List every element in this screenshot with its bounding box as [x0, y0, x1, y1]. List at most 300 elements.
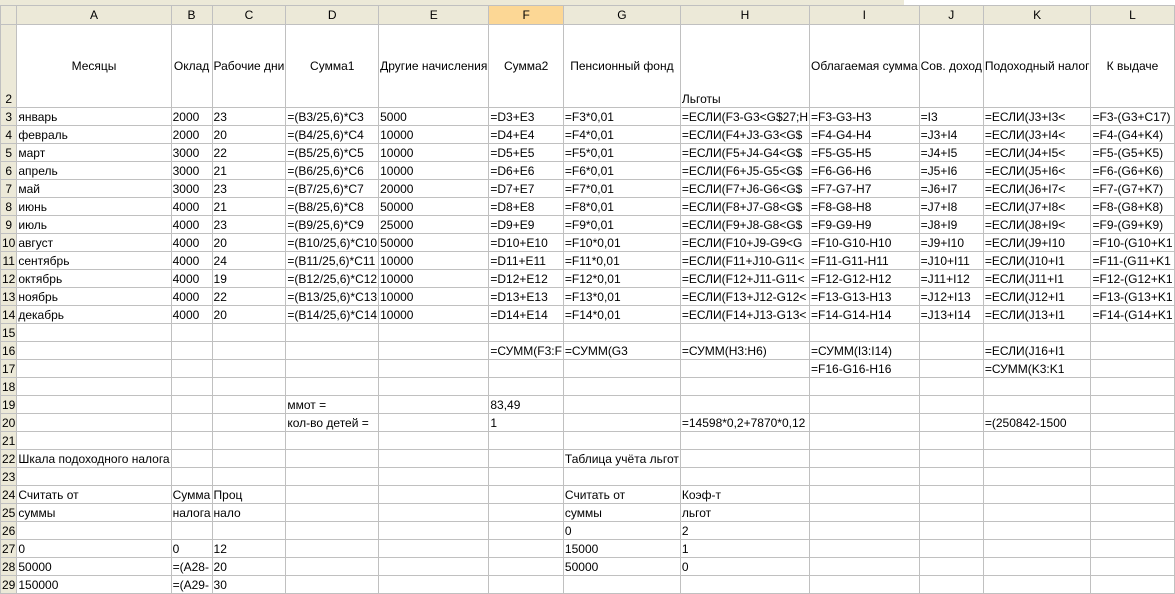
cell-a23[interactable]: [17, 468, 171, 486]
cell-j13[interactable]: =J12+I13: [919, 288, 983, 306]
cell-f5[interactable]: =D5+E5: [489, 144, 564, 162]
cell-h19[interactable]: [680, 396, 809, 414]
cell-d17[interactable]: [286, 360, 379, 378]
cell-b4[interactable]: 2000: [171, 126, 212, 144]
cell-i11[interactable]: =F11-G11-H11: [810, 252, 920, 270]
cell-e11[interactable]: 10000: [379, 252, 489, 270]
cell-i21[interactable]: [810, 432, 920, 450]
cell-h25[interactable]: льгот: [680, 504, 809, 522]
cell-k5[interactable]: =ЕСЛИ(J4+I5<: [983, 144, 1091, 162]
header-cell[interactable]: Пенсионный фонд: [563, 25, 680, 108]
cell-l14[interactable]: =F14-(G14+K1: [1092, 307, 1173, 322]
cell-e29[interactable]: [379, 576, 489, 594]
cell-j28[interactable]: [919, 558, 983, 576]
cell-b12[interactable]: 4000: [171, 270, 212, 288]
cell-f28[interactable]: [489, 558, 564, 576]
cell-a3[interactable]: январь: [17, 108, 171, 126]
cell-b25[interactable]: налога: [172, 505, 211, 520]
cell-g3[interactable]: =F3*0,01: [563, 108, 680, 126]
cell-e5[interactable]: 10000: [379, 144, 489, 162]
cell-d15[interactable]: [286, 324, 379, 342]
row-header[interactable]: 15: [1, 324, 17, 342]
cell-d23[interactable]: [286, 468, 379, 486]
cell-i12[interactable]: =F12-G12-H12: [810, 270, 920, 288]
cell-f25[interactable]: [489, 504, 564, 522]
cell-b3[interactable]: 2000: [171, 108, 212, 126]
cell-b24[interactable]: Сумма: [172, 487, 211, 502]
cell-d27[interactable]: [286, 540, 379, 558]
cell-e13[interactable]: 10000: [379, 288, 489, 306]
cell-c14[interactable]: 20: [212, 306, 286, 324]
cell-a12[interactable]: октябрь: [17, 270, 171, 288]
cell-l23[interactable]: [1091, 468, 1174, 486]
cell-f17[interactable]: [489, 360, 564, 378]
cell-a14[interactable]: декабрь: [17, 306, 171, 324]
cell-a24[interactable]: Считать от: [17, 486, 171, 504]
cell-f12[interactable]: =D12+E12: [489, 270, 564, 288]
cell-k20[interactable]: =(250842-1500: [983, 414, 1091, 432]
header-cell[interactable]: Сумма2: [489, 25, 564, 108]
cell-b10[interactable]: 4000: [171, 234, 212, 252]
cell-g19[interactable]: [563, 396, 680, 414]
cell-d16[interactable]: [286, 342, 379, 360]
column-header-d[interactable]: D: [286, 6, 379, 25]
cell-f10[interactable]: =D10+E10: [489, 234, 564, 252]
cell-b26[interactable]: [171, 522, 212, 540]
cell-d5[interactable]: =(B5/25,6)*C5: [286, 144, 379, 162]
cell-k7[interactable]: =ЕСЛИ(J6+I7<: [983, 180, 1091, 198]
column-header-g[interactable]: G: [563, 6, 680, 25]
cell-f26[interactable]: [489, 522, 564, 540]
cell-l10[interactable]: =F10-(G10+K1: [1092, 235, 1173, 250]
cell-k29[interactable]: [983, 576, 1091, 594]
cell-f13[interactable]: =D13+E13: [489, 288, 564, 306]
cell-h13[interactable]: =ЕСЛИ(F13+J12-G12<: [680, 288, 809, 306]
cell-e28[interactable]: [379, 558, 489, 576]
cell-k15[interactable]: [983, 324, 1091, 342]
cell-k25[interactable]: [983, 504, 1091, 522]
cell-a19[interactable]: [17, 396, 171, 414]
cell-e16[interactable]: [379, 342, 489, 360]
row-header[interactable]: 4: [1, 126, 17, 144]
row-header[interactable]: 25: [1, 504, 17, 522]
cell-e15[interactable]: [379, 324, 489, 342]
cell-k27[interactable]: [983, 540, 1091, 558]
cell-k19[interactable]: [983, 396, 1091, 414]
cell-h6[interactable]: =ЕСЛИ(F6+J5-G5<G$: [680, 162, 809, 180]
cell-b21[interactable]: [171, 432, 212, 450]
cell-b7[interactable]: 3000: [171, 180, 212, 198]
cell-k16[interactable]: =ЕСЛИ(J16+I1: [983, 342, 1091, 360]
cell-a4[interactable]: февраль: [17, 126, 171, 144]
cell-c19[interactable]: [212, 396, 286, 414]
cell-b15[interactable]: [171, 324, 212, 342]
cell-l19[interactable]: [1091, 396, 1174, 414]
cell-c10[interactable]: 20: [212, 234, 286, 252]
row-header[interactable]: 10: [1, 234, 17, 252]
cell-j26[interactable]: [919, 522, 983, 540]
row-header[interactable]: 6: [1, 162, 17, 180]
cell-g4[interactable]: =F4*0,01: [563, 126, 680, 144]
cell-a21[interactable]: [17, 432, 171, 450]
cell-b16[interactable]: [171, 342, 212, 360]
cell-h17[interactable]: [680, 360, 809, 378]
cell-g26[interactable]: 0: [563, 522, 680, 540]
cell-j16[interactable]: [919, 342, 983, 360]
cell-h20[interactable]: =14598*0,2+7870*0,12: [680, 414, 809, 432]
cell-j5[interactable]: =J4+I5: [919, 144, 983, 162]
cell-i15[interactable]: [810, 324, 920, 342]
cell-l5[interactable]: =F5-(G5+K5): [1091, 144, 1174, 162]
cell-l4[interactable]: =F4-(G4+K4): [1091, 126, 1174, 144]
cell-i4[interactable]: =F4-G4-H4: [810, 126, 920, 144]
cell-g29[interactable]: [563, 576, 680, 594]
cell-k6[interactable]: =ЕСЛИ(J5+I6<: [983, 162, 1091, 180]
cell-b23[interactable]: [171, 468, 212, 486]
header-cell[interactable]: К выдаче: [1091, 25, 1174, 108]
cell-l6[interactable]: =F6-(G6+K6): [1091, 162, 1174, 180]
cell-e6[interactable]: 10000: [379, 162, 489, 180]
cell-l3[interactable]: =F3-(G3+C17): [1091, 108, 1174, 126]
cell-l11[interactable]: =F11-(G11+K1: [1091, 252, 1174, 270]
header-cell[interactable]: Другие начисления: [379, 25, 489, 108]
cell-h15[interactable]: [680, 324, 809, 342]
row-header[interactable]: 19: [1, 396, 17, 414]
cell-k11[interactable]: =ЕСЛИ(J10+I1: [983, 252, 1091, 270]
cell-k23[interactable]: [983, 468, 1091, 486]
cell-j9[interactable]: =J8+I9: [919, 216, 983, 234]
cell-b19[interactable]: [171, 396, 212, 414]
cell-h27[interactable]: 1: [680, 540, 809, 558]
cell-i18[interactable]: [810, 378, 920, 396]
cell-e22[interactable]: [379, 450, 489, 468]
row-header[interactable]: 28: [1, 558, 17, 576]
cell-i7[interactable]: =F7-G7-H7: [810, 180, 920, 198]
cell-f6[interactable]: =D6+E6: [489, 162, 564, 180]
cell-i16[interactable]: =СУММ(I3:I14): [810, 342, 920, 360]
cell-l12[interactable]: =F12-(G12+K1: [1092, 271, 1173, 286]
row-header[interactable]: 12: [1, 270, 17, 288]
cell-g10[interactable]: =F10*0,01: [563, 234, 680, 252]
cell-f23[interactable]: [489, 468, 564, 486]
cell-l21[interactable]: [1091, 432, 1174, 450]
cell-f11[interactable]: =D11+E11: [489, 252, 564, 270]
cell-j12[interactable]: =J11+I12: [919, 270, 983, 288]
cell-k24[interactable]: [983, 486, 1091, 504]
cell-c15[interactable]: [212, 324, 286, 342]
cell-c13[interactable]: 22: [212, 288, 286, 306]
cell-e4[interactable]: 10000: [379, 126, 489, 144]
cell-f15[interactable]: [489, 324, 564, 342]
cell-h4[interactable]: =ЕСЛИ(F4+J3-G3<G$: [680, 126, 809, 144]
cell-j14[interactable]: =J13+I14: [919, 306, 983, 324]
header-cell[interactable]: Сов. доход: [919, 25, 983, 108]
cell-e3[interactable]: 5000: [379, 108, 489, 126]
cell-d4[interactable]: =(B4/25,6)*C4: [286, 126, 379, 144]
cell-g5[interactable]: =F5*0,01: [563, 144, 680, 162]
cell-i10[interactable]: =F10-G10-H10: [810, 234, 920, 252]
row-header[interactable]: 14: [1, 306, 17, 324]
cell-b8[interactable]: 4000: [171, 198, 212, 216]
cell-d7[interactable]: =(B7/25,6)*C7: [286, 180, 379, 198]
column-header-l[interactable]: L: [1091, 6, 1174, 25]
cell-c25[interactable]: нало: [212, 504, 286, 522]
cell-j6[interactable]: =J5+I6: [919, 162, 983, 180]
header-cell[interactable]: Подоходный налог: [983, 25, 1091, 108]
row-header[interactable]: 21: [1, 432, 17, 450]
cell-e27[interactable]: [379, 540, 489, 558]
cell-b11[interactable]: 4000: [171, 252, 212, 270]
row-header[interactable]: 22: [1, 450, 17, 468]
cell-j17[interactable]: [919, 360, 983, 378]
cell-b5[interactable]: 3000: [171, 144, 212, 162]
cell-g11[interactable]: =F11*0,01: [563, 252, 680, 270]
cell-c4[interactable]: 20: [212, 126, 286, 144]
cell-b9[interactable]: 4000: [171, 216, 212, 234]
cell-k9[interactable]: =ЕСЛИ(J8+I9<: [983, 216, 1091, 234]
cell-i9[interactable]: =F9-G9-H9: [810, 216, 920, 234]
cell-c21[interactable]: [212, 432, 286, 450]
cell-c29[interactable]: 30: [212, 576, 286, 594]
column-header-h[interactable]: H: [680, 6, 809, 25]
cell-h8[interactable]: =ЕСЛИ(F8+J7-G8<G$: [680, 198, 809, 216]
cell-j21[interactable]: [919, 432, 983, 450]
header-cell[interactable]: Рабочие дни: [212, 25, 286, 108]
cell-l13[interactable]: =F13-(G13+K1: [1092, 289, 1173, 304]
cell-b29[interactable]: =(A29-: [171, 576, 212, 594]
cell-g12[interactable]: =F12*0,01: [563, 270, 680, 288]
cell-c20[interactable]: [212, 414, 286, 432]
cell-c18[interactable]: [212, 378, 286, 396]
cell-d6[interactable]: =(B6/25,6)*C6: [286, 162, 379, 180]
cell-d8[interactable]: =(B8/25,6)*C8: [286, 198, 379, 216]
column-header-k[interactable]: K: [983, 6, 1091, 25]
cell-h3[interactable]: =ЕСЛИ(F3-G3<G$27;H: [681, 109, 809, 124]
cell-k28[interactable]: [983, 558, 1091, 576]
cell-a9[interactable]: июль: [17, 216, 171, 234]
cell-h26[interactable]: 2: [680, 522, 809, 540]
cell-b13[interactable]: 4000: [171, 288, 212, 306]
cell-l20[interactable]: [1091, 414, 1174, 432]
cell-c23[interactable]: [212, 468, 286, 486]
cell-j19[interactable]: [919, 396, 983, 414]
cell-l25[interactable]: [1091, 504, 1174, 522]
cell-h16[interactable]: =СУММ(H3:H6): [680, 342, 809, 360]
cell-g23[interactable]: [563, 468, 680, 486]
cell-c17[interactable]: [212, 360, 286, 378]
cell-i28[interactable]: [810, 558, 920, 576]
cell-a17[interactable]: [17, 360, 171, 378]
cell-d26[interactable]: [286, 522, 379, 540]
row-header[interactable]: 17: [1, 360, 17, 378]
column-header-b[interactable]: B: [171, 6, 212, 25]
cell-h23[interactable]: [680, 468, 809, 486]
cell-h11[interactable]: =ЕСЛИ(F11+J10-G11<: [680, 252, 809, 270]
cell-f24[interactable]: [489, 486, 564, 504]
cell-i17[interactable]: =F16-G16-H16: [810, 360, 920, 378]
row-header[interactable]: 16: [1, 342, 17, 360]
cell-j27[interactable]: [919, 540, 983, 558]
row-header[interactable]: 29: [1, 576, 17, 594]
cell-d12[interactable]: =(B12/25,6)*C12: [287, 271, 378, 286]
cell-k8[interactable]: =ЕСЛИ(J7+I8<: [983, 198, 1091, 216]
row-header[interactable]: 27: [1, 540, 17, 558]
cell-b6[interactable]: 3000: [171, 162, 212, 180]
cell-l29[interactable]: [1091, 576, 1174, 594]
cell-k13[interactable]: =ЕСЛИ(J12+I1: [983, 288, 1091, 306]
cell-k14[interactable]: =ЕСЛИ(J13+I1: [983, 306, 1091, 324]
cell-d10[interactable]: =(B10/25,6)*C10: [287, 235, 378, 250]
cell-d24[interactable]: [286, 486, 379, 504]
select-all-corner[interactable]: [1, 6, 17, 25]
cell-l18[interactable]: [1091, 378, 1174, 396]
cell-i29[interactable]: [810, 576, 920, 594]
cell-d25[interactable]: [286, 504, 379, 522]
cell-i23[interactable]: [810, 468, 920, 486]
cell-d29[interactable]: [286, 576, 379, 594]
row-header[interactable]: 2: [1, 25, 17, 108]
column-header-a[interactable]: A: [17, 6, 171, 25]
cell-i24[interactable]: [810, 486, 920, 504]
column-header-j[interactable]: J: [919, 6, 983, 25]
cell-i5[interactable]: =F5-G5-H5: [810, 144, 920, 162]
cell-b22[interactable]: [171, 450, 212, 468]
cell-j22[interactable]: [919, 450, 983, 468]
cell-f29[interactable]: [489, 576, 564, 594]
cell-h7[interactable]: =ЕСЛИ(F7+J6-G6<G$: [680, 180, 809, 198]
cell-b28[interactable]: =(A28-: [171, 558, 212, 576]
cell-a25[interactable]: суммы: [17, 504, 171, 522]
cell-j25[interactable]: [919, 504, 983, 522]
column-header-e[interactable]: E: [379, 6, 489, 25]
cell-h22[interactable]: [680, 450, 809, 468]
cell-e9[interactable]: 25000: [379, 216, 489, 234]
cell-c3[interactable]: 23: [212, 108, 286, 126]
cell-g13[interactable]: =F13*0,01: [563, 288, 680, 306]
cell-l9[interactable]: =F9-(G9+K9): [1091, 216, 1174, 234]
cell-f9[interactable]: =D9+E9: [489, 216, 564, 234]
row-header[interactable]: 3: [1, 108, 17, 126]
cell-g20[interactable]: [563, 414, 680, 432]
cell-e7[interactable]: 20000: [379, 180, 489, 198]
cell-i26[interactable]: [810, 522, 920, 540]
cell-j8[interactable]: =J7+I8: [919, 198, 983, 216]
cell-f16[interactable]: =СУММ(F3:F: [490, 343, 562, 358]
row-header[interactable]: 5: [1, 144, 17, 162]
cell-h9[interactable]: =ЕСЛИ(F9+J8-G8<G$: [680, 216, 809, 234]
row-header[interactable]: 26: [1, 522, 17, 540]
cell-d14[interactable]: =(B14/25,6)*C14: [287, 307, 378, 322]
cell-k18[interactable]: [983, 378, 1091, 396]
cell-k3[interactable]: =ЕСЛИ(J3+I3<: [983, 108, 1091, 126]
cell-f21[interactable]: [489, 432, 564, 450]
cell-c22[interactable]: [212, 450, 286, 468]
cell-j4[interactable]: =J3+I4: [919, 126, 983, 144]
cell-a11[interactable]: сентябрь: [17, 252, 171, 270]
cell-d20[interactable]: кол-во детей =: [286, 414, 379, 432]
cell-g15[interactable]: [563, 324, 680, 342]
cell-g8[interactable]: =F8*0,01: [563, 198, 680, 216]
cell-i3[interactable]: =F3-G3-H3: [810, 108, 920, 126]
cell-a8[interactable]: июнь: [17, 198, 171, 216]
row-header[interactable]: 18: [1, 378, 17, 396]
cell-e24[interactable]: [379, 486, 489, 504]
cell-l28[interactable]: [1091, 558, 1174, 576]
cell-d21[interactable]: [286, 432, 379, 450]
cell-j29[interactable]: [919, 576, 983, 594]
cell-a22[interactable]: Шкала подоходного налога: [18, 451, 170, 466]
cell-e8[interactable]: 50000: [379, 198, 489, 216]
cell-i19[interactable]: [810, 396, 920, 414]
cell-i20[interactable]: [810, 414, 920, 432]
cell-b18[interactable]: [171, 378, 212, 396]
header-cell[interactable]: Облагаемая сумма: [810, 25, 920, 108]
cell-a28[interactable]: 50000: [17, 558, 171, 576]
cell-f4[interactable]: =D4+E4: [489, 126, 564, 144]
cell-g25[interactable]: суммы: [563, 504, 680, 522]
cell-l7[interactable]: =F7-(G7+K7): [1091, 180, 1174, 198]
cell-a26[interactable]: [17, 522, 171, 540]
header-cell[interactable]: Льготы: [680, 25, 809, 108]
cell-d22[interactable]: [286, 450, 379, 468]
cell-f7[interactable]: =D7+E7: [489, 180, 564, 198]
cell-i22[interactable]: [810, 450, 920, 468]
cell-a13[interactable]: ноябрь: [17, 288, 171, 306]
cell-c27[interactable]: 12: [212, 540, 286, 558]
cell-g27[interactable]: 15000: [563, 540, 680, 558]
cell-h5[interactable]: =ЕСЛИ(F5+J4-G4<G$: [680, 144, 809, 162]
cell-a18[interactable]: [17, 378, 171, 396]
cell-g21[interactable]: [563, 432, 680, 450]
cell-a15[interactable]: [17, 324, 171, 342]
cell-a5[interactable]: март: [17, 144, 171, 162]
row-header[interactable]: 24: [1, 486, 17, 504]
cell-k26[interactable]: [983, 522, 1091, 540]
row-header[interactable]: 20: [1, 414, 17, 432]
cell-i13[interactable]: =F13-G13-H13: [810, 288, 920, 306]
cell-b20[interactable]: [171, 414, 212, 432]
cell-g24[interactable]: Считать от: [563, 486, 680, 504]
cell-e10[interactable]: 50000: [379, 234, 489, 252]
header-cell[interactable]: Месяцы: [17, 25, 171, 108]
cell-k4[interactable]: =ЕСЛИ(J3+I4<: [983, 126, 1091, 144]
row-header[interactable]: 8: [1, 198, 17, 216]
cell-a7[interactable]: май: [17, 180, 171, 198]
cell-j24[interactable]: [919, 486, 983, 504]
cell-g17[interactable]: [563, 360, 680, 378]
cell-d18[interactable]: [286, 378, 379, 396]
cell-i25[interactable]: [810, 504, 920, 522]
cell-a27[interactable]: 0: [17, 540, 171, 558]
cell-g22[interactable]: Таблица учёта льгот: [564, 451, 679, 466]
cell-c6[interactable]: 21: [212, 162, 286, 180]
cell-j11[interactable]: =J10+I11: [919, 252, 983, 270]
header-cell[interactable]: Оклад: [171, 25, 212, 108]
cell-h28[interactable]: 0: [680, 558, 809, 576]
cell-i27[interactable]: [810, 540, 920, 558]
cell-k10[interactable]: =ЕСЛИ(J9+I10: [983, 234, 1091, 252]
cell-k17[interactable]: =СУММ(K3:K1: [983, 360, 1091, 378]
cell-c8[interactable]: 21: [212, 198, 286, 216]
cell-l8[interactable]: =F8-(G8+K8): [1091, 198, 1174, 216]
cell-b14[interactable]: 4000: [171, 306, 212, 324]
cell-j23[interactable]: [919, 468, 983, 486]
cell-g7[interactable]: =F7*0,01: [563, 180, 680, 198]
cell-l16[interactable]: [1091, 342, 1174, 360]
column-header-c[interactable]: C: [212, 6, 286, 25]
cell-h18[interactable]: [680, 378, 809, 396]
cell-e20[interactable]: [379, 414, 489, 432]
